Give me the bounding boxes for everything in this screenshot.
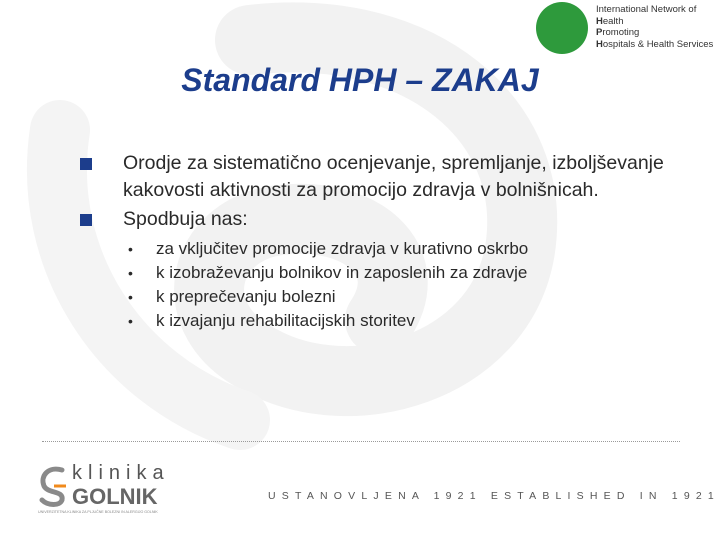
golnik-logo — [38, 462, 168, 520]
sub-bullet-item — [80, 237, 700, 261]
bullet-text: Spodbuja nas: — [123, 208, 248, 230]
sub-bullet-list — [80, 237, 700, 333]
sub-bullet-item — [80, 261, 700, 285]
hph-logo-circle — [536, 2, 588, 54]
golnik-g-icon — [38, 464, 72, 508]
dot-bullet-icon: • — [128, 265, 133, 281]
hph-logo — [536, 2, 720, 58]
dot-bullet-icon: • — [128, 313, 133, 329]
hph-line-2: Health — [596, 15, 624, 27]
bullet-item — [80, 206, 700, 233]
dot-bullet-icon: • — [128, 241, 133, 257]
hph-line-4: Hospitals & Health Services — [596, 38, 714, 50]
sub-bullet-item — [80, 285, 700, 309]
sub-bullet-item — [80, 309, 700, 333]
golnik-subtitle-text: UNIVERZITETNA KLINIKA ZA PLJUČNE BOLEZNI IN ALERGIJO GOLNIK — [38, 510, 158, 514]
footer-divider — [42, 441, 680, 442]
slide-content — [80, 150, 700, 333]
sub-bullet-text: k preprečevanju bolezni — [156, 287, 336, 306]
sub-bullet-text: za vključitev promocije zdravja v kurativno oskrbo — [156, 239, 529, 258]
hph-line-3: Promoting — [596, 27, 640, 39]
bullet-item — [80, 150, 700, 204]
sub-bullet-text: k izobraževanju bolnikov in zaposlenih za zdravje — [156, 263, 528, 282]
square-bullet-icon — [80, 214, 92, 226]
hph-logo-text — [596, 4, 713, 50]
bullet-text: Orodje za sistematično ocenjevanje, spremljanje, izboljševanje kakovosti aktivnosti za promocijo zdravja v bolnišnicah. — [123, 152, 664, 201]
slide-title: Standard HPH – ZAKAJ — [181, 62, 539, 98]
golnik-klinika-text: klinika — [72, 462, 170, 484]
established-text: USTANOVLJENA 1921 ESTABLISHED IN 1921 — [268, 490, 720, 502]
sub-bullet-text: k izvajanju rehabilitacijskih storitev — [156, 311, 415, 330]
golnik-name-text: GOLNIK — [72, 484, 158, 509]
dot-bullet-icon: • — [128, 289, 133, 305]
hph-line-1: International Network of — [596, 4, 697, 15]
square-bullet-icon — [80, 158, 92, 170]
